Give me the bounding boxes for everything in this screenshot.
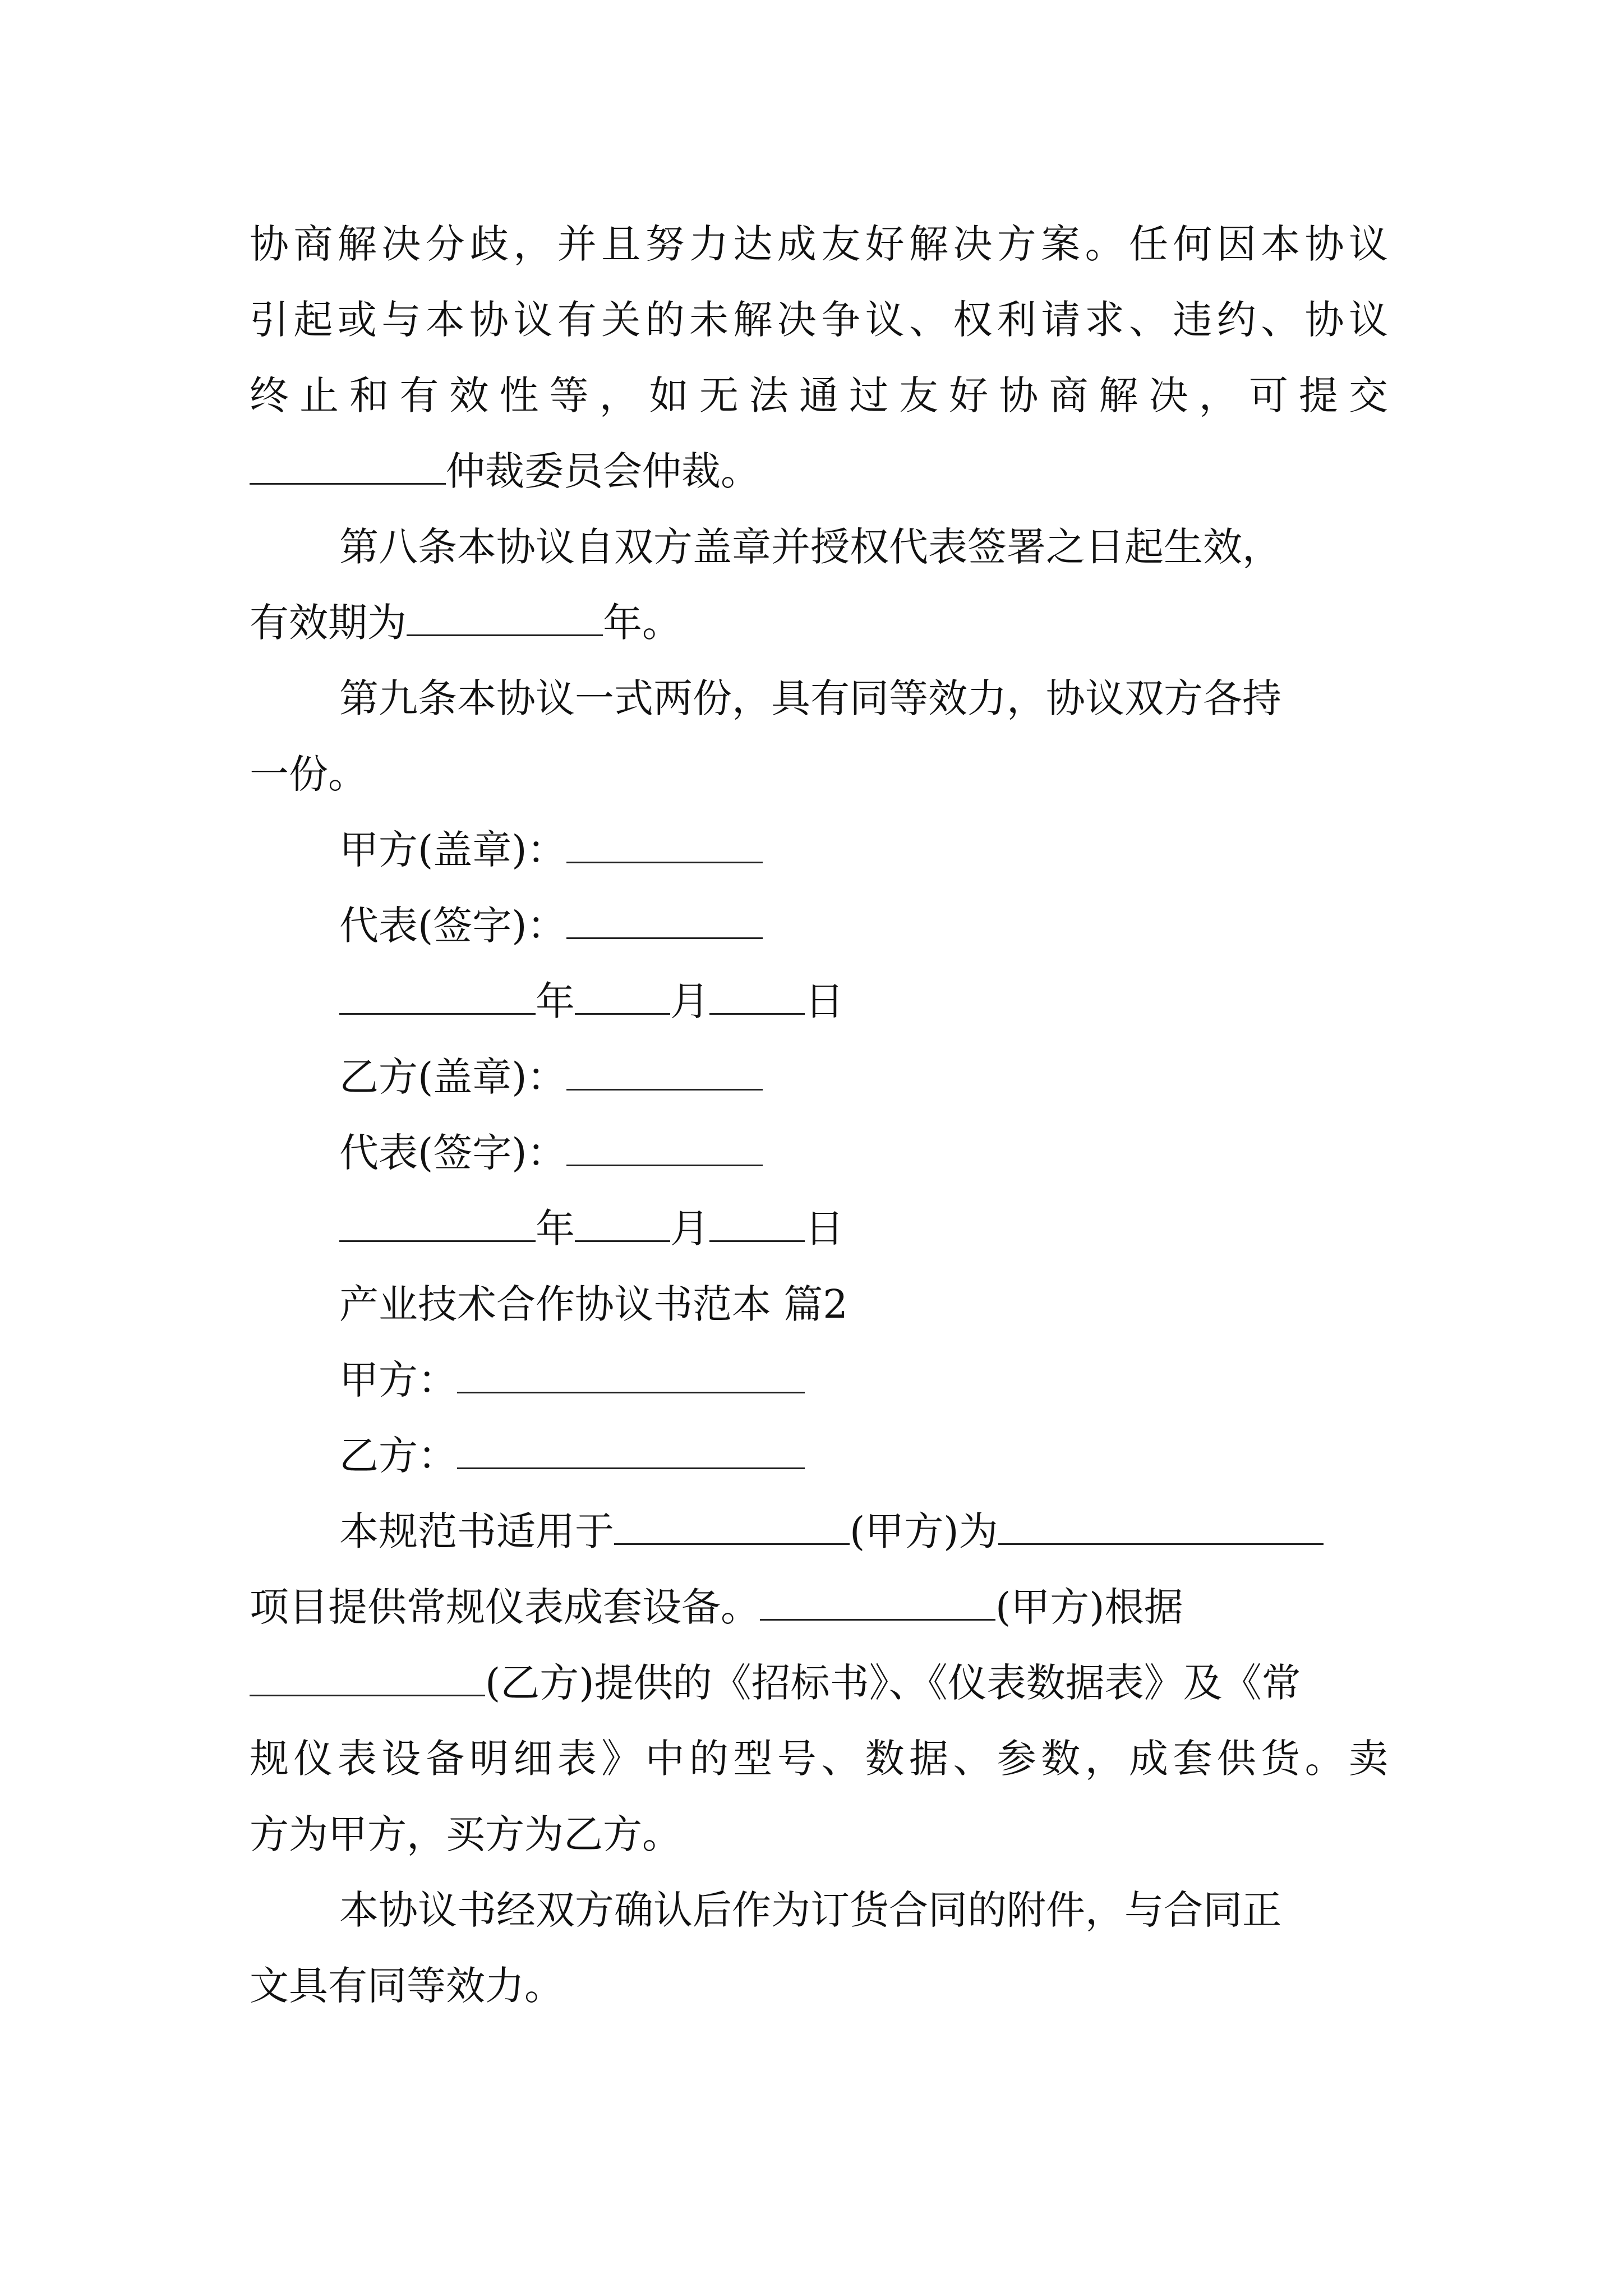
validity-text: 有效期为 bbox=[250, 600, 407, 646]
party-b-seal-label: 乙方(盖章)： bbox=[339, 1054, 566, 1100]
article-8-line: 第八条本协议自双方盖章并授权代表签署之日起生效， bbox=[339, 524, 1281, 570]
month-label: 月 bbox=[670, 978, 709, 1024]
party-a-date-line bbox=[339, 976, 844, 1027]
month-blank bbox=[575, 978, 670, 1015]
party-b-rep-line bbox=[339, 1128, 763, 1178]
arbitration-blank bbox=[250, 448, 446, 485]
paragraph-line: 协商解决分歧，并且努力达成友好解决方案。任何因本协议 bbox=[250, 221, 1388, 267]
arbitration-text: 仲裁委员会仲裁。 bbox=[446, 448, 760, 494]
scope-text-2-after: (甲方)根据 bbox=[995, 1584, 1183, 1630]
scope-line bbox=[339, 1506, 1324, 1557]
party-b-seal-line bbox=[339, 1052, 763, 1102]
year-blank bbox=[339, 1205, 536, 1242]
party-a-seal-label: 甲方(盖章)： bbox=[339, 827, 566, 873]
month-blank bbox=[575, 1205, 670, 1242]
article-9-line-end: 一份。 bbox=[250, 751, 367, 797]
validity-years-blank bbox=[407, 600, 603, 636]
day-blank bbox=[709, 1205, 805, 1242]
party-b-blank bbox=[457, 1433, 805, 1469]
paragraph-line: 引起或与本协议有关的未解决争议、权利请求、违约、协议 bbox=[250, 297, 1388, 343]
day-label: 日 bbox=[805, 978, 844, 1024]
party-a-name-blank bbox=[614, 1508, 850, 1545]
scope-line-4: 规仪表设备明细表》中的型号、数据、参数，成套供货。卖 bbox=[250, 1736, 1388, 1782]
party-a-rep-blank bbox=[566, 903, 763, 939]
section-title: 产业技术合作协议书范本 篇2 bbox=[339, 1281, 848, 1327]
scope-text-2: 项目提供常规仪表成套设备。 bbox=[250, 1584, 760, 1630]
party-a-rep-line bbox=[339, 900, 763, 951]
scope-mid-text: (甲方)为 bbox=[850, 1508, 998, 1554]
validity-line bbox=[250, 597, 681, 648]
arbitration-line bbox=[250, 446, 760, 496]
scope-text-3: (乙方)提供的《招标书》、《仪表数据表》及《常 bbox=[485, 1660, 1301, 1706]
party-a-name-blank-2 bbox=[760, 1584, 995, 1621]
year-blank bbox=[339, 978, 536, 1015]
project-name-blank bbox=[998, 1508, 1324, 1545]
party-a-blank bbox=[457, 1357, 805, 1393]
party-b-date-line bbox=[339, 1203, 844, 1254]
day-label: 日 bbox=[805, 1205, 844, 1251]
party-a-seal-blank bbox=[566, 827, 763, 863]
party-b-rep-label: 代表(签字)： bbox=[339, 1130, 566, 1176]
party-a-line bbox=[339, 1355, 805, 1405]
annex-line: 本协议书经双方确认后作为订货合同的附件，与合同正 bbox=[339, 1887, 1281, 1933]
scope-line-5: 方为甲方，买方为乙方。 bbox=[250, 1811, 681, 1857]
article-9-line: 第九条本协议一式两份，具有同等效力，协议双方各持 bbox=[339, 675, 1281, 721]
day-blank bbox=[709, 978, 805, 1015]
party-a-seal-line bbox=[339, 825, 763, 875]
party-b-label: 乙方： bbox=[339, 1433, 457, 1479]
annex-line-2: 文具有同等效力。 bbox=[250, 1963, 564, 2009]
party-a-label: 甲方： bbox=[339, 1357, 457, 1403]
year-label: 年 bbox=[536, 1205, 575, 1251]
scope-text: 本规范书适用于 bbox=[339, 1508, 614, 1554]
year-label: 年 bbox=[536, 978, 575, 1024]
scope-line-3 bbox=[250, 1658, 1301, 1708]
party-b-rep-blank bbox=[566, 1130, 763, 1166]
scope-line-2 bbox=[250, 1582, 1183, 1632]
validity-suffix: 年。 bbox=[603, 600, 681, 646]
month-label: 月 bbox=[670, 1205, 709, 1251]
party-b-seal-blank bbox=[566, 1054, 763, 1091]
paragraph-line: 终止和有效性等，如无法通过友好协商解决，可提交 bbox=[250, 372, 1388, 418]
party-b-line bbox=[339, 1430, 805, 1481]
party-a-rep-label: 代表(签字)： bbox=[339, 903, 566, 949]
party-b-name-blank bbox=[250, 1660, 485, 1696]
